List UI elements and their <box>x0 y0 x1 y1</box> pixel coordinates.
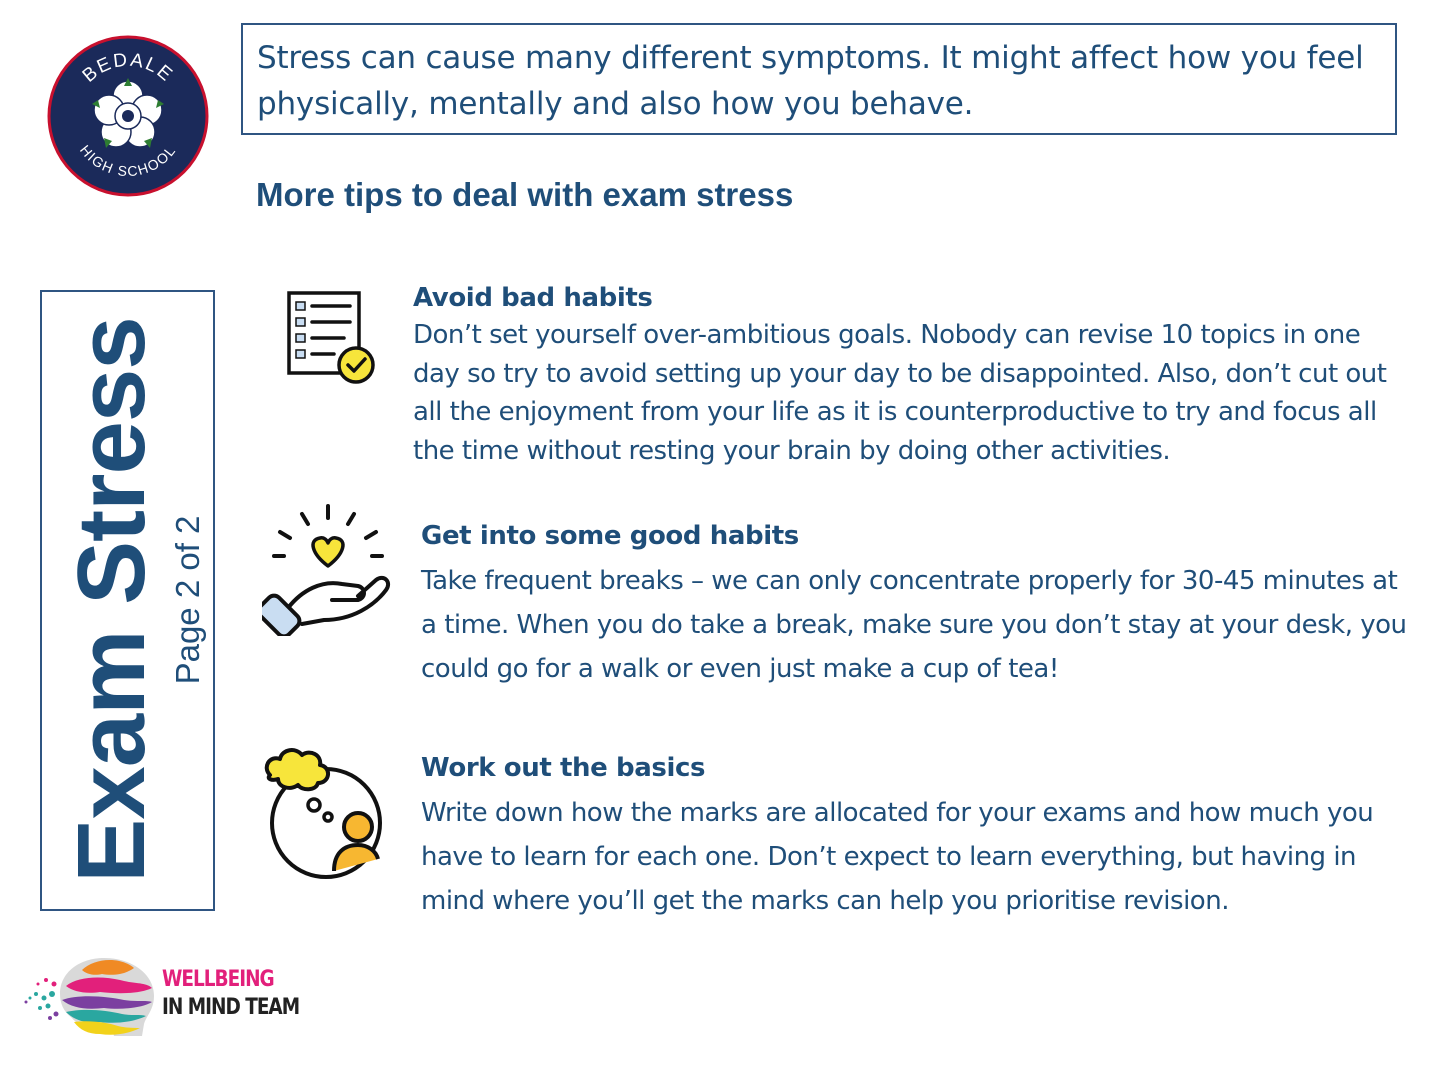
tip-body: Don’t set yourself over-ambitious goals. Nobody can revise 10 topics in one day so try to avoid setting up your day to be disappointed. Also, don’t cut out all the enjoyment from your life as it is counterproductive to try and focus all the time without resting your brain by doing other activities. <box>413 320 1387 466</box>
page-indicator: Page 2 of 2 <box>169 515 206 685</box>
tip-avoid-bad-habits <box>413 280 1403 470</box>
crest-text-top: BEDALE <box>78 49 178 87</box>
sidebar-title: Exam Stress <box>58 317 165 883</box>
sidebar-title-wrapper <box>58 310 165 890</box>
tip-work-out-basics <box>421 749 1411 923</box>
thinking-person-icon <box>256 745 386 881</box>
wordmark-line-2: IN MIND TEAM <box>162 995 300 1020</box>
tip-heading: Get into some good habits <box>421 521 799 551</box>
colourful-head-icon <box>22 950 162 1038</box>
school-crest-logo <box>46 34 210 198</box>
wordmark-line-1: WELLBEING <box>162 967 274 992</box>
tip-body: Write down how the marks are allocated for your exams and how much you have to learn for each one. Don’t expect to learn everything, but having in mind where you’ll get the marks can help you prioritise revision. <box>421 798 1374 916</box>
sidebar-page-wrapper <box>166 490 210 710</box>
tip-body: Take frequent breaks – we can only concentrate properly for 30-45 minutes at a time. When you do take a break, make sure you don’t stay at your desk, you could go for a walk or even just make a cup of tea! <box>421 566 1407 684</box>
intro-box <box>241 23 1397 135</box>
intro-text: Stress can cause many different symptoms. It might affect how you feel physically, mentally and also how you behave. <box>257 40 1364 122</box>
checklist-icon <box>282 288 382 384</box>
heart-hand-icon <box>262 500 392 636</box>
section-title: More tips to deal with exam stress <box>256 176 794 213</box>
wellbeing-team-wordmark <box>162 966 325 1022</box>
tip-heading: Work out the basics <box>421 753 706 783</box>
crest-text-bottom: HIGH SCHOOL <box>76 141 179 180</box>
tip-good-habits <box>421 517 1411 691</box>
tip-heading: Avoid bad habits <box>413 283 653 313</box>
